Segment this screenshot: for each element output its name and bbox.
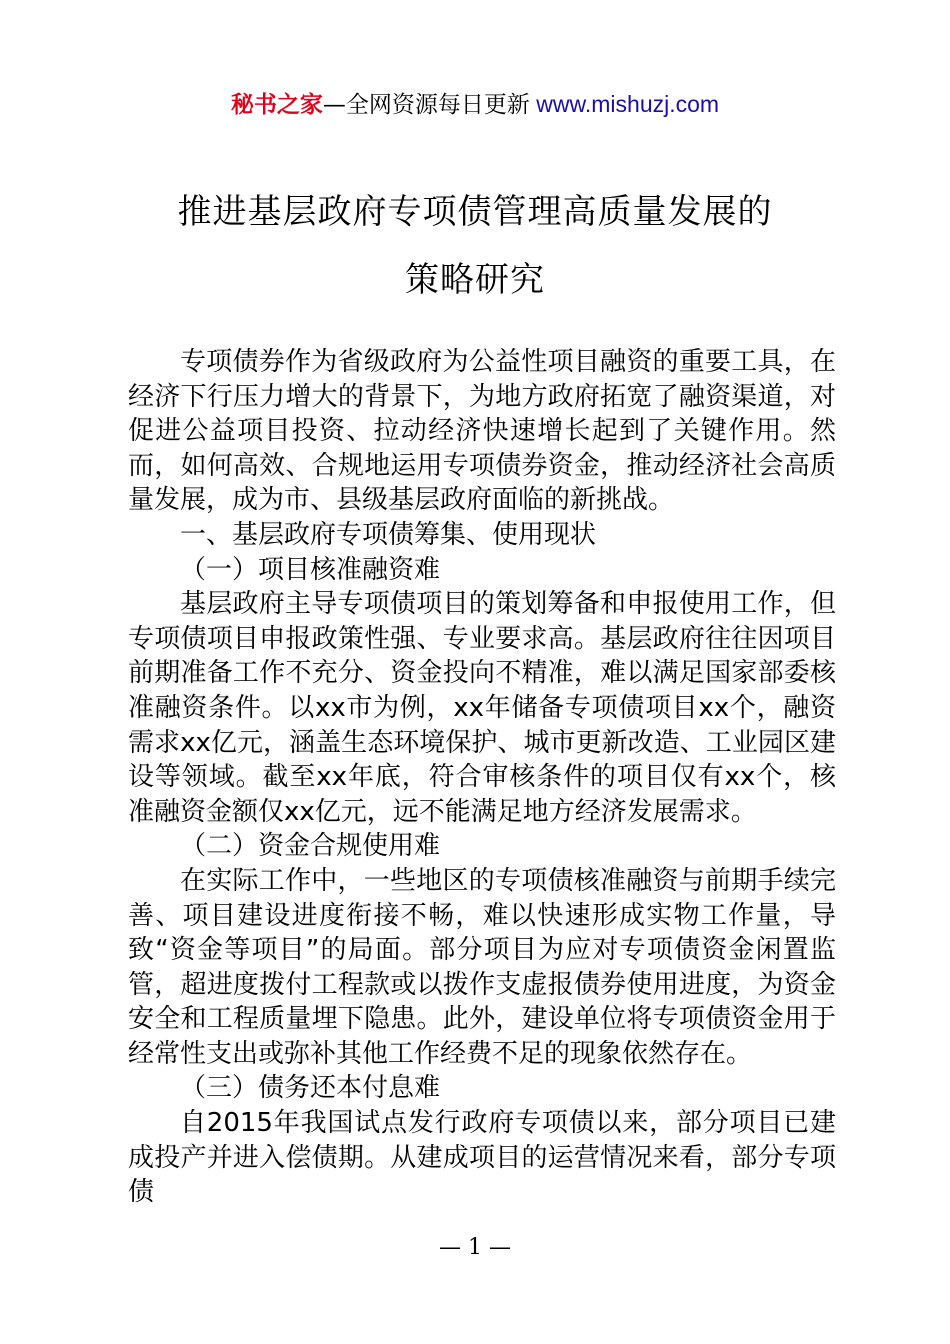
site-slogan: —全网资源每日更新	[322, 92, 530, 118]
subsection-heading-2: （二）资金合规使用难	[180, 831, 441, 862]
brand-name: 秘书之家	[230, 92, 323, 118]
body-paragraph: 自2015年我国试点发行政府专项债以来，部分项目已建成投产并进入偿债期。从建成项目的运营情况来看，部分专项债	[128, 1108, 836, 1208]
site-header	[0, 88, 950, 121]
document-body	[128, 345, 836, 1210]
page-number: — 1 —	[439, 1235, 511, 1260]
subsection-heading-3: （三）债务还本付息难	[180, 1073, 441, 1104]
body-paragraph: 基层政府主导专项债项目的策划筹备和申报使用工作，但专项债项目申报政策性强、专业要求高。基层政府往往因项目前期准备工作不充分、资金投向不精准，难以满足国家部委核准融资条件。以xx市为例，xx年储备专项债项目xx个，融资需求xx亿元，涵盖生态环境保护、城市更新改造、工业园区建设等领域。截至xx年底，符合审核条件的项目仅有xx个，核准融资金额仅xx亿元，远不能满足地方经济发展需求。	[128, 589, 836, 827]
body-paragraph: 在实际工作中，一些地区的专项债核准融资与前期手续完善、项目建设进度衔接不畅，难以快速形成实物工作量，导致“资金等项目”的局面。部分项目为应对专项债资金闲置监管，超进度拨付工程款或以拨作支虚报债券使用进度，为资金安全和工程质量埋下隐患。此外，建设单位将专项债资金用于经常性支出或弥补其他工作经费不足的现象依然存在。	[128, 865, 836, 1069]
intro-paragraph: 专项债券作为省级政府为公益性项目融资的重要工具，在经济下行压力增大的背景下，为地方政府拓宽了融资渠道，对促进公益项目投资、拉动经济快速增长起到了关键作用。然而，如何高效、合规地运用专项债券资金，推动经济社会高质量发展，成为市、县级基层政府面临的新挑战。	[128, 347, 836, 516]
site-url-link[interactable]: www.mishuzj.com	[529, 91, 720, 117]
section-heading-1: 一、基层政府专项债筹集、使用现状	[180, 519, 597, 550]
subsection-heading-1: （一）项目核准融资难	[180, 554, 441, 585]
document-title-line-2: 策略研究	[405, 260, 545, 300]
document-title-line-1: 推进基层政府专项债管理高质量发展的	[177, 192, 773, 232]
